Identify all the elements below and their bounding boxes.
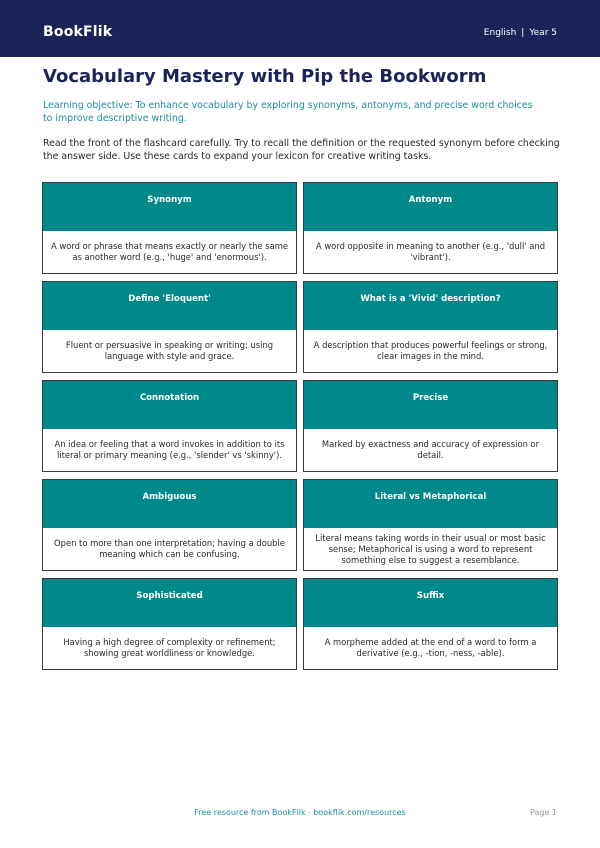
learning-objective: Learning objective: To enhance vocabulary by exploring synonyms, antonyms, and precise word choices to improve descriptive writing.: [43, 100, 533, 124]
instructions-text: Read the front of the flashcard carefully. Try to recall the definition or the requested synonym before checking the answer side. Use these cards to expand your lexicon for creative writing tasks.: [43, 138, 560, 162]
flashcard-back: [43, 231, 296, 273]
flashcard-answer: A word opposite in meaning to another (e.g., 'dull' and 'vibrant').: [315, 241, 546, 262]
subject-label: English: [483, 28, 517, 38]
flashcard-answer: Open to more than one interpretation; having a double meaning which can be confusing.: [54, 538, 285, 559]
flashcard-back: [304, 231, 557, 273]
flashcard-answer: A description that produces powerful feelings or strong, clear images in the mind.: [313, 340, 548, 361]
flashcard[interactable]: [303, 182, 558, 274]
meta-separator: |: [521, 28, 525, 38]
flashcard-answer: Fluent or persuasive in speaking or writing; using language with style and grace.: [65, 340, 274, 361]
flashcard-back: [304, 429, 557, 471]
flashcard-front: What is a 'Vivid' description?: [304, 282, 557, 330]
flashcard-back: [304, 528, 557, 570]
flashcard-back: [43, 528, 296, 570]
flashcard-back: [304, 330, 557, 372]
flashcard[interactable]: [303, 479, 558, 571]
flashcard-answer: Having a high degree of complexity or refinement; showing great worldliness or knowledge.: [63, 637, 276, 658]
year-label: Year 5: [529, 28, 557, 38]
flashcard-answer: A morpheme added at the end of a word to form a derivative (e.g., -tion, -ness, -able).: [324, 637, 537, 658]
top-header-bar: [0, 0, 600, 57]
flashcard-front: Precise: [304, 381, 557, 429]
flashcard-answer: A word or phrase that means exactly or nearly the same as another word (e.g., 'huge' and 'enormous').: [50, 241, 289, 262]
page-number: Page 1: [530, 808, 557, 817]
flashcard-answer: Literal means taking words in their usual or most basic sense; Metaphorical is using a word to represent something else to suggest a resemblance.: [315, 532, 546, 565]
flashcard-front: Connotation: [43, 381, 296, 429]
header-meta: [484, 27, 557, 39]
flashcard-front: Synonym: [43, 183, 296, 231]
flashcard[interactable]: [42, 281, 297, 373]
brand-logo[interactable]: BookFlik: [43, 24, 113, 40]
flashcard[interactable]: [303, 578, 558, 670]
flashcard[interactable]: [303, 281, 558, 373]
page-title: Vocabulary Mastery with Pip the Bookworm: [43, 66, 487, 87]
flashcard-front: Sophisticated: [43, 579, 296, 627]
flashcard-front: Ambiguous: [43, 480, 296, 528]
flashcard-grid: [42, 182, 558, 670]
flashcard-back: [43, 330, 296, 372]
flashcard[interactable]: [303, 380, 558, 472]
flashcard[interactable]: [42, 380, 297, 472]
flashcard-front: Antonym: [304, 183, 557, 231]
flashcard-back: [304, 627, 557, 669]
flashcard-answer: Marked by exactness and accuracy of expression or detail.: [321, 439, 540, 460]
flashcard[interactable]: [42, 479, 297, 571]
flashcard-answer: An idea or feeling that a word invokes in addition to its literal or primary meaning (e.g., 'slender' vs 'skinny').: [54, 439, 285, 460]
flashcard-front: Literal vs Metaphorical: [304, 480, 557, 528]
footer-resource-link[interactable]: Free resource from BookFlik · bookflik.com/resources: [194, 808, 406, 817]
flashcard-front: Suffix: [304, 579, 557, 627]
flashcard[interactable]: [42, 182, 297, 274]
flashcard[interactable]: [42, 578, 297, 670]
flashcard-back: [43, 429, 296, 471]
flashcard-front: Define 'Eloquent': [43, 282, 296, 330]
flashcard-back: [43, 627, 296, 669]
